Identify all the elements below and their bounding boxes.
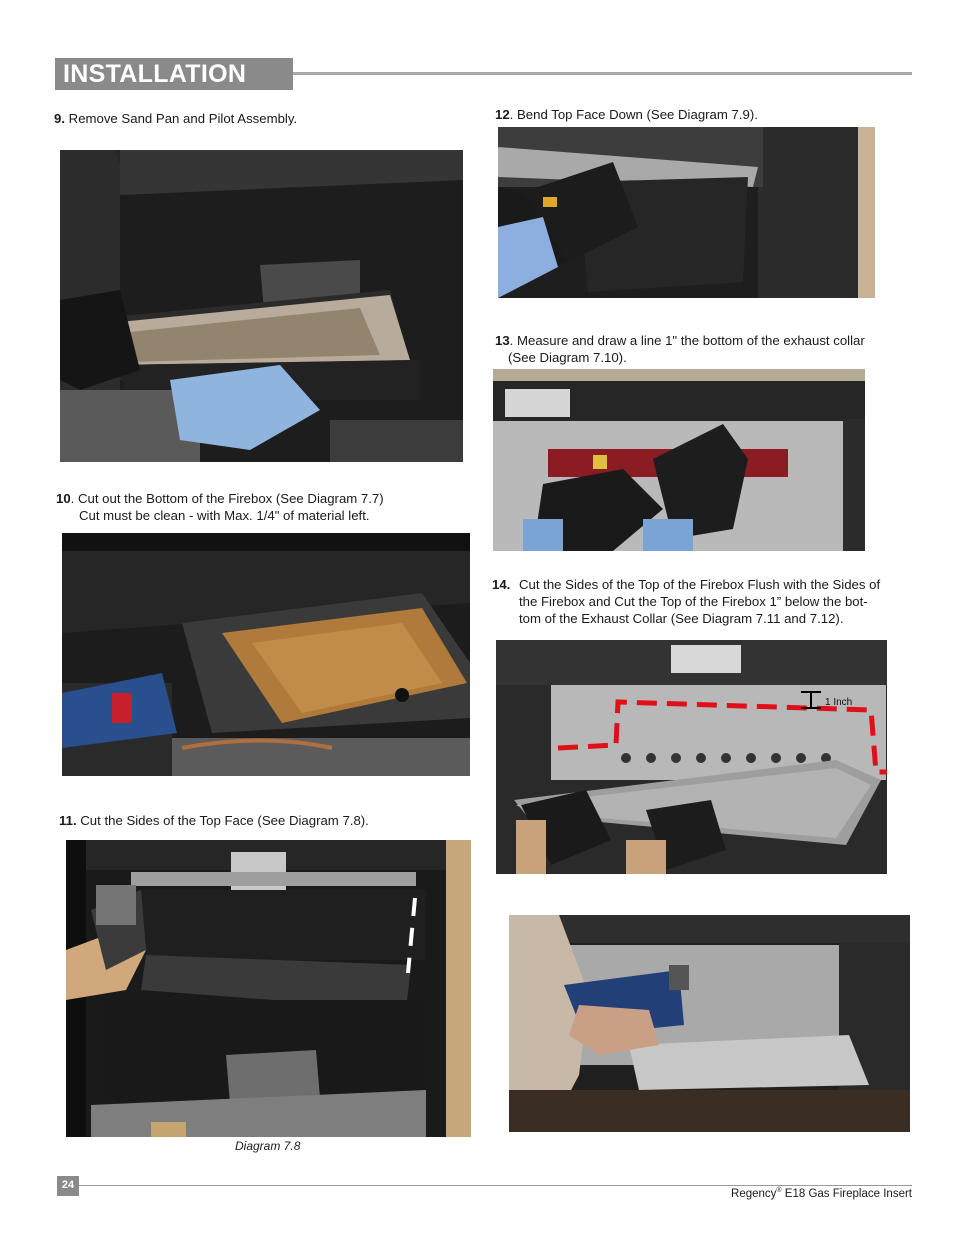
step-13-line-2: (See Diagram 7.10). — [508, 350, 627, 365]
step-13: 13. Measure and draw a line 1" the bottom of the exhaust collar — [495, 333, 865, 348]
photo-measure-line — [493, 369, 865, 551]
page-title: INSTALLATION — [63, 60, 247, 88]
one-inch-label: 1 Inch — [825, 697, 853, 708]
footer-rule — [79, 1185, 912, 1186]
step-14-line-3: tom of the Exhaust Collar (See Diagram 7.11 and 7.12). — [519, 611, 844, 626]
header-rule — [293, 72, 912, 75]
step-12: 12. Bend Top Face Down (See Diagram 7.9). — [495, 107, 758, 122]
footer-product: Regency® E18 Gas Fireplace Insert — [731, 1187, 912, 1200]
step-14-line-2: the Firebox and Cut the Top of the Firebox 1” below the bot- — [519, 594, 868, 609]
step-11: 11. Cut the Sides of the Top Face (See Diagram 7.8). — [59, 813, 369, 828]
photo-bend-top-face — [498, 127, 875, 298]
step-14: 14. — [492, 577, 511, 592]
photo-cut-top-face-sides — [66, 840, 471, 1137]
photo-cutting-firebox — [509, 915, 910, 1132]
photo-cut-firebox-bottom — [62, 533, 470, 776]
step-14-line-1: Cut the Sides of the Top of the Firebox Flush with the Sides of — [519, 577, 881, 592]
photo-remove-sand-pan — [60, 150, 463, 462]
step-10: 10. Cut out the Bottom of the Firebox (See Diagram 7.7) — [56, 491, 384, 506]
diagram-caption: Diagram 7.8 — [235, 1139, 301, 1153]
photo-cut-firebox-top — [496, 640, 887, 874]
step-9: 9. Remove Sand Pan and Pilot Assembly. — [54, 111, 298, 126]
step-10-line-2: Cut must be clean - with Max. 1/4" of material left. — [79, 508, 370, 523]
page-number: 24 — [61, 1179, 75, 1191]
